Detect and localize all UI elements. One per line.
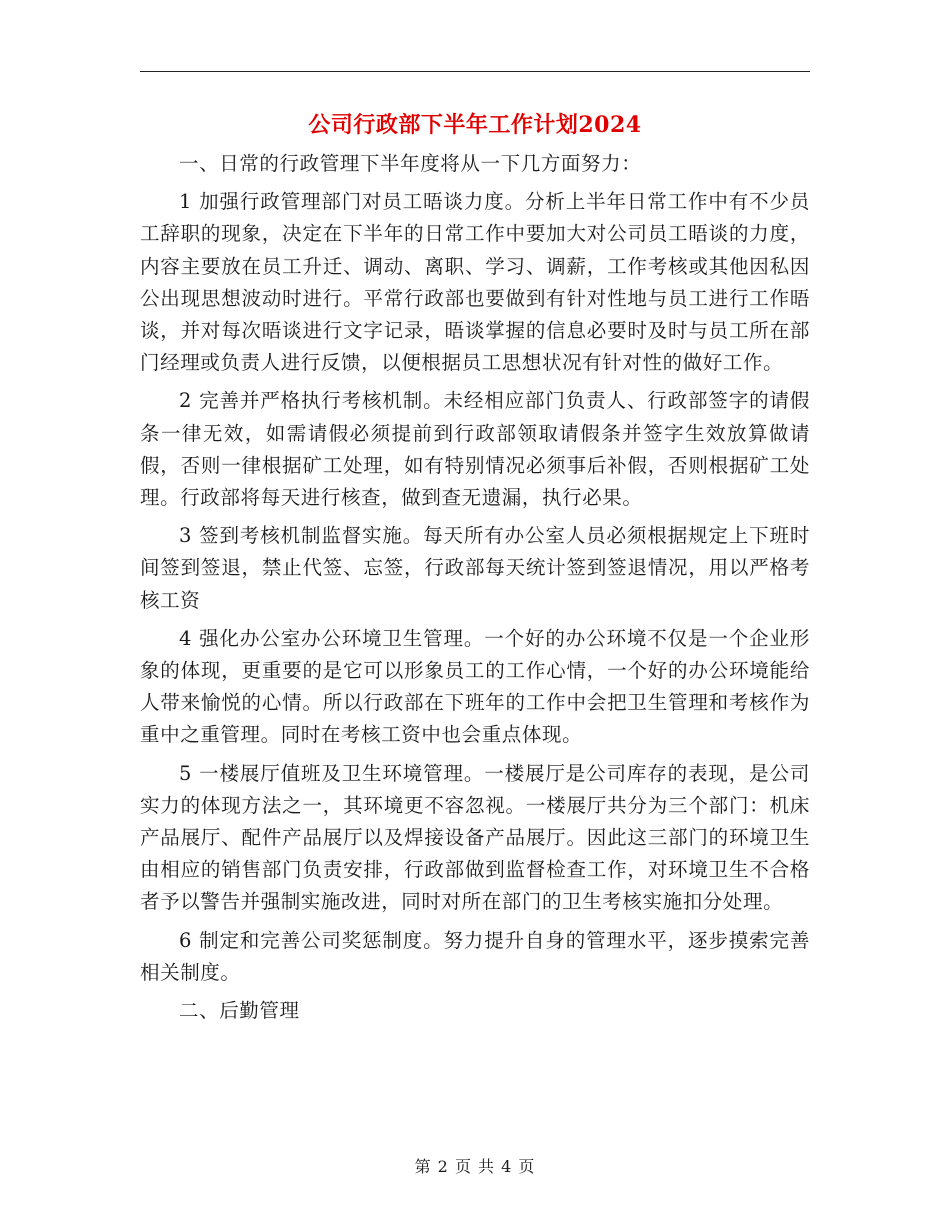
paragraph-item-4: 4 强化办公室办公环境卫生管理。一个好的办公环境不仅是一个企业形象的体现，更重要的是它可以形象员工的工作心情，一个好的办公环境能给人带来愉悦的心情。所以行政部在下班年的工作中会把卫生管理和考核作为重中之重管理。同时在考核工资中也会重点体现。 xyxy=(140,626,810,747)
page-number-footer: 第 2 页 共 4 页 xyxy=(414,1157,536,1176)
document-title: 公司行政部下半年工作计划2024 xyxy=(308,112,642,138)
header-rule xyxy=(140,71,810,72)
document-body xyxy=(140,148,810,1033)
paragraph-item-6: 6 制定和完善公司奖惩制度。努力提升自身的管理水平，逐步摸索完善相关制度。 xyxy=(140,928,810,984)
paragraph-section-1-heading: 一、日常的行政管理下半年度将从一下几方面努力： xyxy=(179,152,642,175)
paragraph-item-1: 1 加强行政管理部门对员工晤谈力度。分析上半年日常工作中有不少员工辞职的现象，决定在下半年的日常工作中要加大对公司员工晤谈的力度，内容主要放在员工升迁、调动、离职、学习、调薪，工作考核或其他因私因公出现思想波动时进行。平常行政部也要做到有针对性地与员工进行工作晤谈，并对每次晤谈进行文字记录，晤谈掌握的信息必要时及时与员工所在部门经理或负责人进行反馈，以便根据员工思想状况有针对性的做好工作。 xyxy=(140,190,810,375)
paragraph-section-2-heading: 二、后勤管理 xyxy=(179,999,300,1023)
paragraph-item-3: 3 签到考核机制监督实施。每天所有办公室人员必须根据规定上下班时间签到签退，禁止代签、忘签，行政部每天统计签到签退情况，用以严格考核工资 xyxy=(140,524,810,612)
paragraph-item-5: 5 一楼展厅值班及卫生环境管理。一楼展厅是公司库存的表现，是公司实力的体现方法之一，其环境更不容忽视。一楼展厅共分为三个部门：机床产品展厅、配件产品展厅以及焊接设备产品展厅。因此这三部门的环境卫生由相应的销售部门负责安排，行政部做到监督检查工作，对环境卫生不合格者予以警告并强制实施改进，同时对所在部门的卫生考核实施扣分处理。 xyxy=(140,761,810,914)
paragraph-item-2: 2 完善并严格执行考核机制。未经相应部门负责人、行政部签字的请假条一律无效，如需请假必须提前到行政部领取请假条并签字生效放算做请假，否则一律根据矿工处理，如有特别情况必须事后补假，否则根据矿工处理。行政部将每天进行核查，做到查无遗漏，执行必果。 xyxy=(140,389,810,510)
